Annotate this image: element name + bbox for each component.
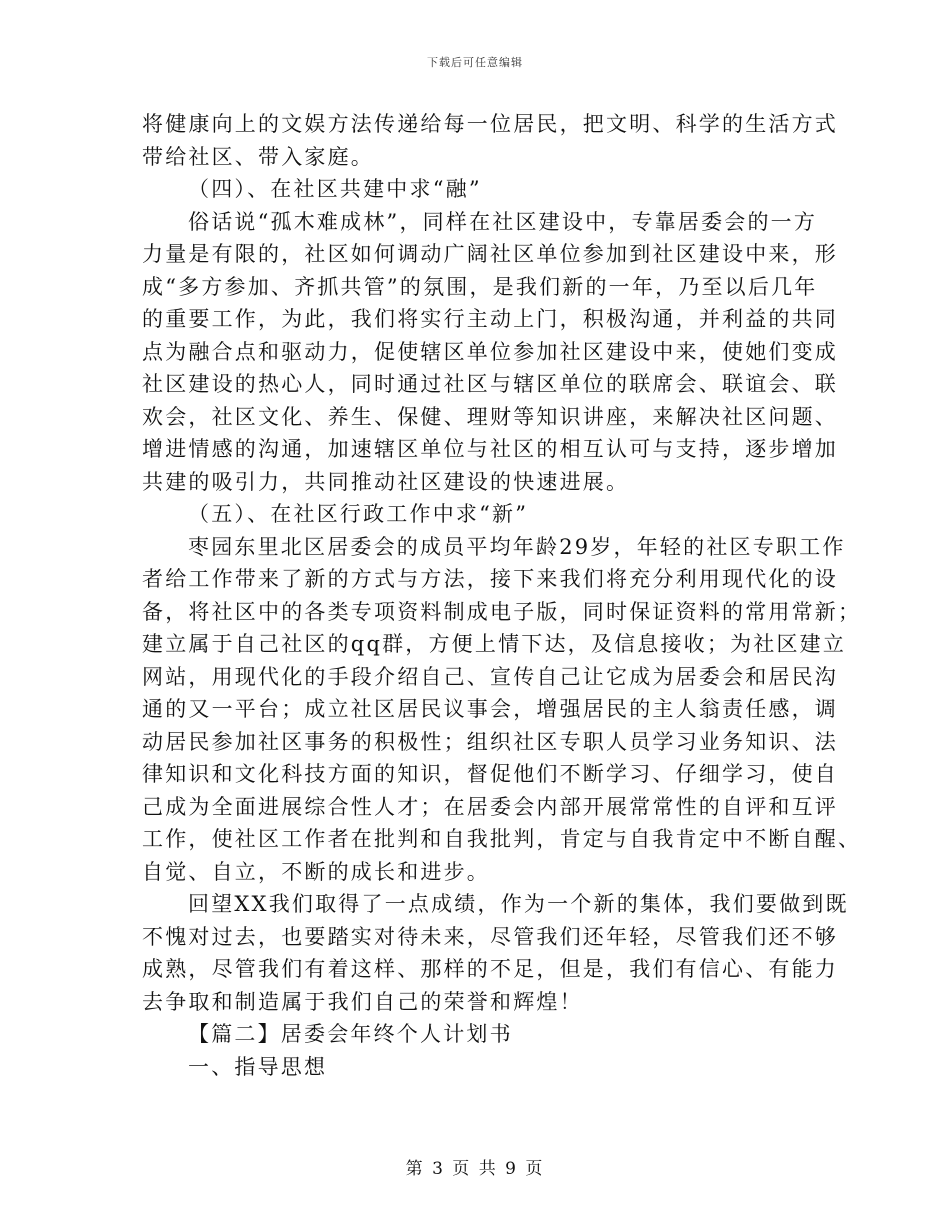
body-line: 律知识和文化科技方面的知识，督促他们不断学习、仔细学习，使自	[142, 762, 838, 786]
section-heading: 一、指导思想	[188, 1054, 328, 1079]
page-number: 第 3 页 共 9 页	[405, 1159, 545, 1179]
body-line: 通的又一平台；成立社区居民议事会，增强居民的主人翁责任感，调	[142, 697, 838, 721]
body-line: 己成为全面进展综合性人才；在居委会内部开展常常性的自评和互评	[142, 794, 838, 819]
body-line: 网站，用现代化的手段介绍自己、宣传自己让它成为居委会和居民沟	[142, 664, 838, 689]
body-line: 的重要工作，为此，我们将实行主动上门，积极沟通，并利益的共同	[142, 307, 838, 331]
body-line: 增进情感的沟通，加速辖区单位与社区的相互认可与支持，逐步增加	[142, 437, 838, 461]
body-line: 动居民参加社区事务的积极性；组织社区专职人员学习业务知识、法	[142, 729, 838, 754]
section-heading: （四）、在社区共建中求“融”	[188, 177, 482, 201]
body-line: 成“多方参加、齐抓共管”的氛围，是我们新的一年，乃至以后几年	[142, 274, 818, 299]
body-line: 自觉、自立，不断的成长和进步。	[142, 859, 490, 884]
body-line: 力量是有限的，社区如何调动广阔社区单位参加到社区建设中来，形	[142, 242, 838, 266]
page-header-note: 下载后可任意编辑	[427, 56, 523, 69]
body-line: 带给社区、带入家庭。	[142, 144, 374, 169]
body-line: 去争取和制造属于我们自己的荣誉和辉煌！	[142, 989, 583, 1014]
body-line: 社区建设的热心人，同时通过社区与辖区单位的联席会、联谊会、联	[142, 372, 838, 396]
body-line: 共建的吸引力，共同推动社区建设的快速进展。	[142, 469, 630, 494]
body-line: 枣园东里北区居委会的成员平均年龄29岁，年轻的社区专职工作	[188, 534, 846, 559]
body-line: 者给工作带来了新的方式与方法，接下来我们将充分利用现代化的设	[142, 567, 838, 591]
body-line: 工作，使社区工作者在批判和自我批判，肯定与自我肯定中不断自醒、	[142, 827, 862, 851]
document-body	[142, 108, 862, 1083]
body-line: 不愧对过去，也要踏实对待未来，尽管我们还年轻，尽管我们还不够	[142, 924, 838, 949]
body-line: 成熟，尽管我们有着这样、那样的不足，但是，我们有信心、有能力	[142, 957, 838, 981]
body-line: 将健康向上的文娱方法传递给每一位居民，把文明、科学的生活方式	[142, 112, 838, 136]
body-line: 点为融合点和驱动力，促使辖区单位参加社区建设中来，使她们变成	[142, 339, 838, 364]
body-line: 回望XX我们取得了一点成绩，作为一个新的集体，我们要做到既	[188, 892, 849, 916]
section-heading: 【篇二】居委会年终个人计划书	[188, 1022, 513, 1046]
section-heading: （五）、在社区行政工作中求“新”	[188, 502, 529, 526]
body-line: 备，将社区中的各类专项资料制成电子版，同时保证资料的常用常新；	[142, 599, 862, 624]
body-line: 欢会，社区文化、养生、保健、理财等知识讲座，来解决社区问题、	[142, 404, 838, 429]
body-line: 建立属于自己社区的qq群，方便上情下达，及信息接收；为社区建立	[142, 632, 847, 656]
body-line: 俗话说“孤木难成林”，同样在社区建设中，专靠居委会的一方	[188, 209, 818, 234]
